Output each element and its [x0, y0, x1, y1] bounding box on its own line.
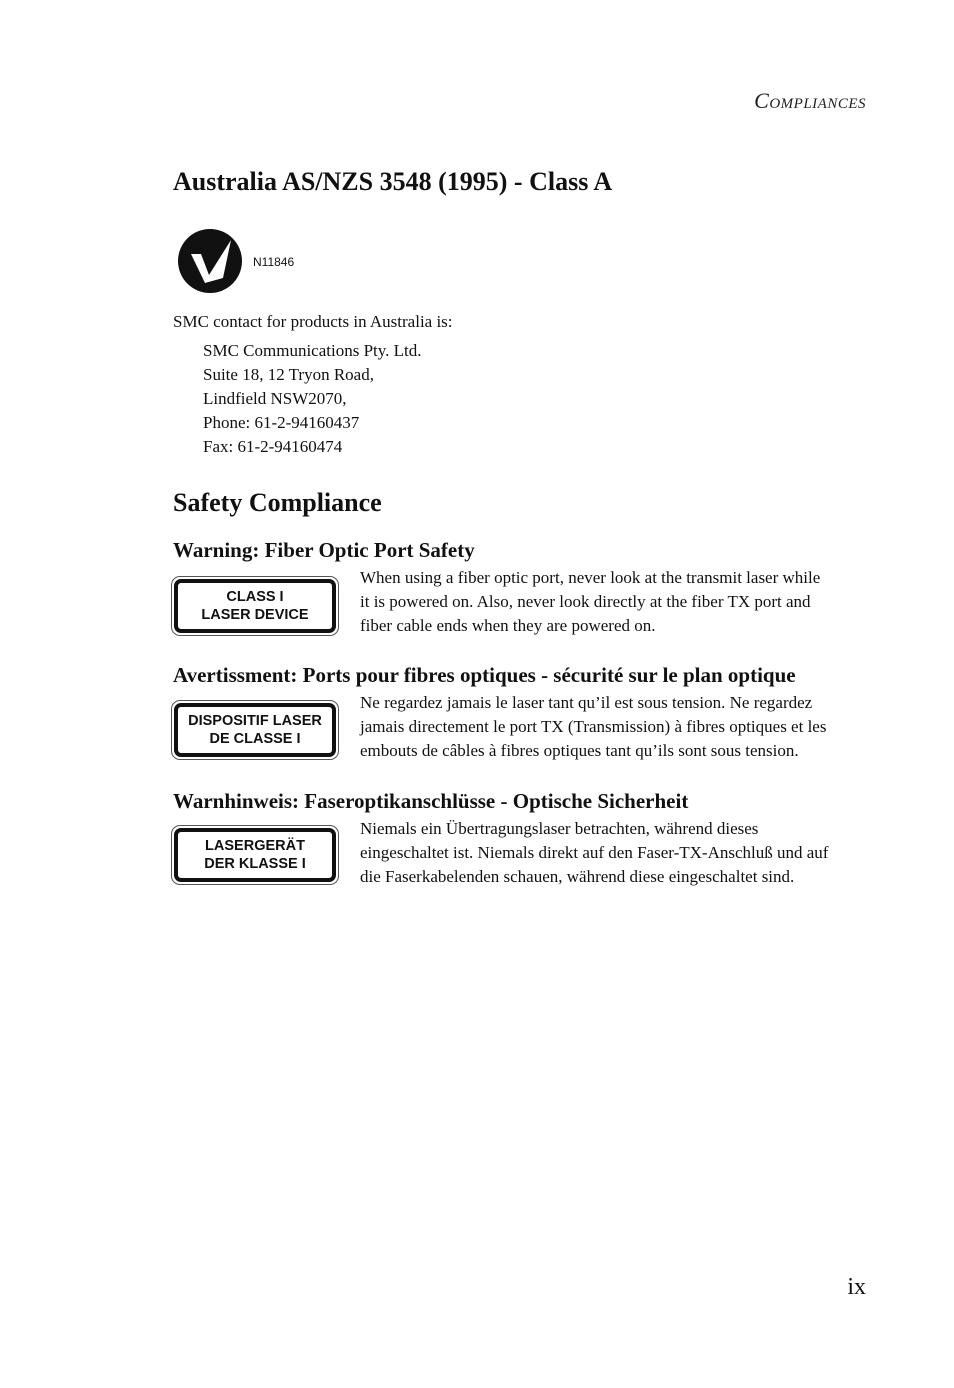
address-line: Lindfield NSW2070,	[203, 389, 347, 408]
warning-text-english	[360, 566, 870, 638]
warning-text-line: jamais directement le port TX (Transmission) à fibres optiques et les	[360, 717, 827, 736]
laser-label-english	[171, 576, 339, 636]
laser-label-line: CLASS I	[226, 589, 284, 605]
warning-heading-french: Avertissment: Ports pour fibres optiques - sécurité sur le plan optique	[173, 663, 796, 687]
laser-label-french	[171, 700, 339, 760]
laser-label-line: DE CLASSE I	[209, 731, 301, 747]
c-tick-code: N11846	[253, 255, 295, 269]
running-header: Compliances	[754, 88, 866, 113]
laser-label-line: DISPOSITIF LASER	[188, 713, 322, 729]
warning-text-line: it is powered on. Also, never look directly at the fiber TX port and	[360, 592, 811, 611]
address-line: SMC Communications Pty. Ltd.	[203, 341, 422, 360]
warning-text-line: embouts de câbles à fibres optiques tant qu’ils sont sous tension.	[360, 741, 799, 760]
warning-text-line: die Faserkabelenden schauen, während diese eingeschaltet sind.	[360, 867, 795, 886]
warning-heading-english: Warning: Fiber Optic Port Safety	[173, 538, 475, 562]
warning-text-line: When using a fiber optic port, never look at the transmit laser while	[360, 568, 821, 587]
laser-label-line: LASER DEVICE	[201, 607, 309, 623]
laser-label-line: DER KLASSE I	[204, 856, 306, 872]
warning-heading-german: Warnhinweis: Faseroptikanschlüsse - Optische Sicherheit	[173, 789, 689, 813]
warning-text-line: Ne regardez jamais le laser tant qu’il est sous tension. Ne regardez	[360, 693, 813, 712]
contact-address	[203, 339, 422, 459]
australia-heading: Australia AS/NZS 3548 (1995) - Class A	[173, 167, 613, 196]
address-fax: Fax: 61-2-94160474	[203, 437, 343, 456]
laser-label-german	[171, 825, 339, 885]
warning-text-line: fiber cable ends when they are powered on.	[360, 616, 656, 635]
safety-heading: Safety Compliance	[173, 488, 382, 517]
contact-intro: SMC contact for products in Australia is:	[173, 312, 453, 331]
page-number: ix	[847, 1274, 866, 1300]
address-line: Suite 18, 12 Tryon Road,	[203, 365, 374, 384]
warning-text-german	[360, 817, 870, 889]
warning-text-line: eingeschaltet ist. Niemals direkt auf den Faser-TX-Anschluß und auf	[360, 843, 829, 862]
warning-text-line: Niemals ein Übertragungslaser betrachten, während dieses	[360, 819, 759, 838]
c-tick-mark-icon	[177, 228, 243, 294]
address-phone: Phone: 61-2-94160437	[203, 413, 360, 432]
warning-text-french	[360, 691, 870, 763]
laser-label-line: LASERGERÄT	[205, 838, 305, 854]
